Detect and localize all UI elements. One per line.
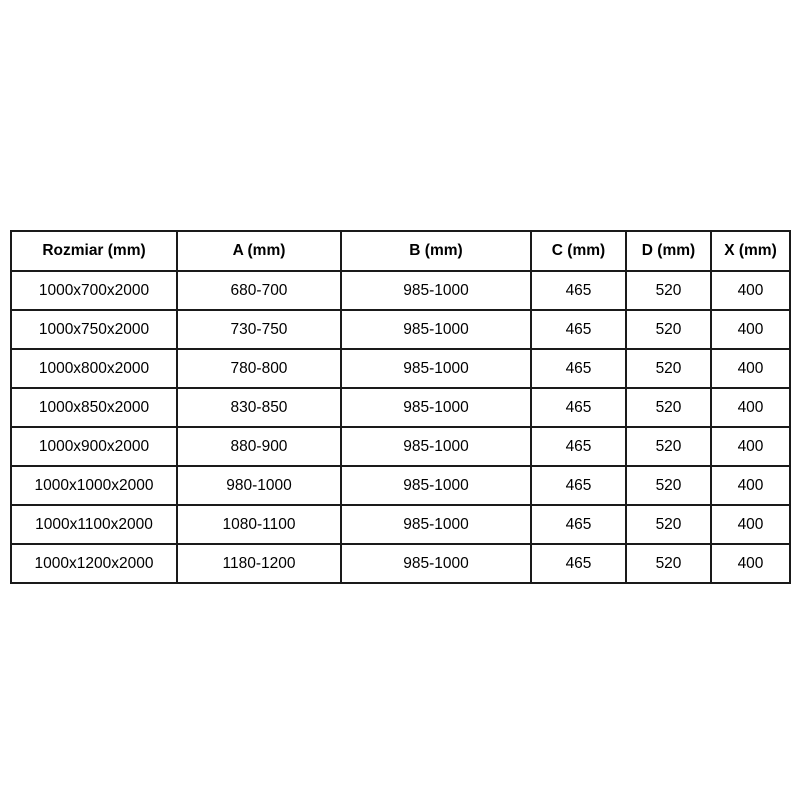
table-cell-b: 985-1000 [341,466,531,505]
table-cell-b: 985-1000 [341,544,531,583]
table-cell-a: 780-800 [177,349,341,388]
table-cell-x: 400 [711,427,790,466]
table-cell-c: 465 [531,466,626,505]
table-cell-c: 465 [531,427,626,466]
table-row [11,388,790,427]
table-cell-c: 465 [531,310,626,349]
table-row [11,310,790,349]
table-cell-d: 520 [626,505,711,544]
table-cell-b: 985-1000 [341,349,531,388]
table-cell-x: 400 [711,271,790,310]
table-cell-d: 520 [626,310,711,349]
table-cell-a: 680-700 [177,271,341,310]
table-cell-rozmiar: 1000x900x2000 [11,427,177,466]
table-row [11,505,790,544]
table-cell-rozmiar: 1000x750x2000 [11,310,177,349]
table-cell-rozmiar: 1000x1100x2000 [11,505,177,544]
table-cell-x: 400 [711,310,790,349]
column-header-x: X (mm) [711,231,790,271]
dimensions-table [10,230,791,584]
table-cell-rozmiar: 1000x800x2000 [11,349,177,388]
table-cell-rozmiar: 1000x700x2000 [11,271,177,310]
table-cell-b: 985-1000 [341,310,531,349]
table-cell-a: 1080-1100 [177,505,341,544]
table-cell-d: 520 [626,544,711,583]
table-cell-c: 465 [531,271,626,310]
table-row [11,466,790,505]
table-cell-d: 520 [626,388,711,427]
table-cell-a: 880-900 [177,427,341,466]
table-cell-b: 985-1000 [341,388,531,427]
table-cell-c: 465 [531,349,626,388]
table-row [11,427,790,466]
table-cell-b: 985-1000 [341,505,531,544]
table-cell-x: 400 [711,349,790,388]
table-cell-d: 520 [626,271,711,310]
table-header-row [11,231,790,271]
table-cell-b: 985-1000 [341,271,531,310]
column-header-c: C (mm) [531,231,626,271]
table-cell-c: 465 [531,544,626,583]
table-cell-x: 400 [711,466,790,505]
table-cell-x: 400 [711,544,790,583]
table-cell-d: 520 [626,349,711,388]
table-cell-rozmiar: 1000x1000x2000 [11,466,177,505]
table-cell-c: 465 [531,388,626,427]
column-header-a: A (mm) [177,231,341,271]
column-header-d: D (mm) [626,231,711,271]
table-cell-d: 520 [626,466,711,505]
table-cell-rozmiar: 1000x1200x2000 [11,544,177,583]
table-cell-c: 465 [531,505,626,544]
table-cell-d: 520 [626,427,711,466]
column-header-rozmiar: Rozmiar (mm) [11,231,177,271]
table-cell-rozmiar: 1000x850x2000 [11,388,177,427]
table-body [11,271,790,583]
table-cell-x: 400 [711,505,790,544]
table-cell-a: 830-850 [177,388,341,427]
table-row [11,271,790,310]
table-row [11,349,790,388]
table-cell-a: 980-1000 [177,466,341,505]
column-header-b: B (mm) [341,231,531,271]
table-cell-x: 400 [711,388,790,427]
table-row [11,544,790,583]
table-cell-a: 1180-1200 [177,544,341,583]
table-cell-b: 985-1000 [341,427,531,466]
table-cell-a: 730-750 [177,310,341,349]
